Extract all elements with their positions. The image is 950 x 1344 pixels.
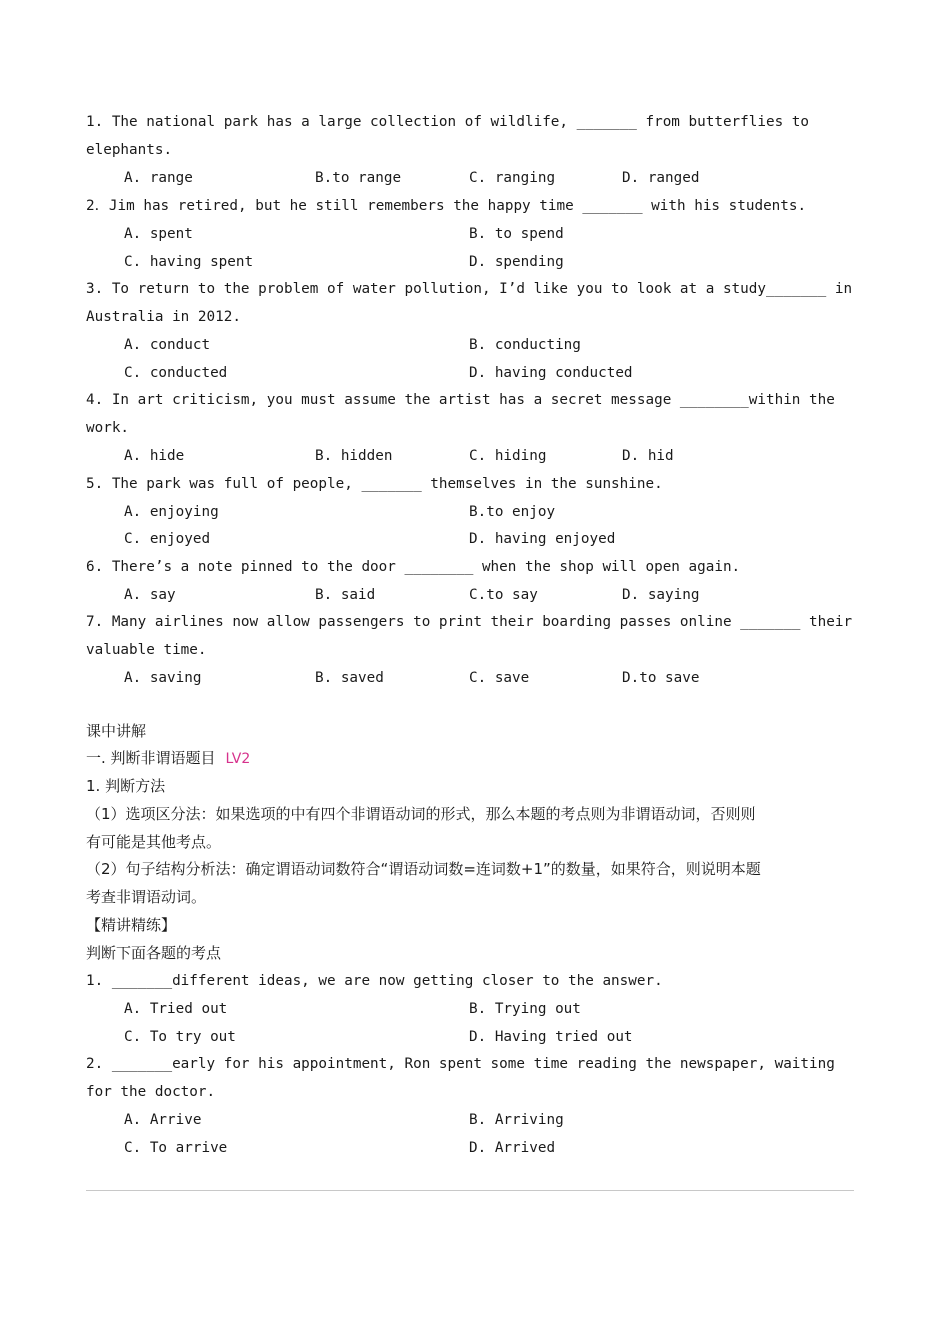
question-2-option-b: B. to spend [469, 226, 564, 242]
question-2-option-d: D. spending [469, 254, 564, 270]
question-4-option-d: D. hid [622, 448, 674, 464]
method-1-line-2: 有可能是其他考点。 [86, 833, 222, 851]
question-4-line-2: work. [86, 420, 130, 436]
footer-divider [86, 1190, 854, 1191]
question-3-option-c: C. conducted [124, 365, 228, 381]
level-tag: LV2 [225, 751, 251, 767]
practice-1-option-c: C. To try out [124, 1029, 236, 1045]
practice-2-option-a: A. Arrive [124, 1112, 202, 1128]
question-7-line-1: 7. Many airlines now allow passengers to print their boarding passes online _______ their [86, 614, 853, 630]
practice-2-option-c: C. To arrive [124, 1140, 228, 1156]
question-6-option-d: D. saying [622, 587, 700, 603]
question-5-option-b: B.to enjoy [469, 504, 556, 520]
question-5-option-a: A. enjoying [124, 504, 219, 520]
question-3-line-1: 3. To return to the problem of water pollution, I’d like you to look at a study_______ in [86, 281, 853, 297]
question-3-option-b: B. conducting [469, 337, 581, 353]
lecture-heading: 课中讲解 [86, 722, 147, 740]
question-7-option-d: D.to save [622, 670, 700, 686]
question-5-option-d: D. having enjoyed [469, 531, 616, 547]
method-title: 1. 判断方法 [86, 777, 166, 795]
question-1-option-c: C. ranging [469, 170, 556, 186]
question-7-option-c: C. save [469, 670, 530, 686]
practice-1-option-b: B. Trying out [469, 1001, 581, 1017]
method-2-line-2: 考查非谓语动词。 [86, 888, 207, 906]
practice-1-option-a: A. Tried out [124, 1001, 228, 1017]
question-3-option-d: D. having conducted [469, 365, 633, 381]
practice-1-line-1: 1. _______different ideas, we are now getting closer to the answer. [86, 973, 663, 989]
question-4-option-c: C. hiding [469, 448, 547, 464]
question-1-line-1: 1. The national park has a large collection of wildlife, _______ from butterflies to [86, 114, 810, 130]
question-2-option-a: A. spent [124, 226, 193, 242]
question-3-line-2: Australia in 2012. [86, 309, 241, 325]
method-2-line-1: （2）句子结构分析法：确定谓语动词数符合“谓语动词数=连词数+1”的数量，如果符合，则说明本题 [86, 860, 761, 878]
question-6-line-1: 6. There’s a note pinned to the door ________ when the shop will open again. [86, 559, 741, 575]
question-1-option-a: A. range [124, 170, 193, 186]
question-6-option-b: B. said [315, 587, 376, 603]
question-5-line-1: 5. The park was full of people, _______ themselves in the sunshine. [86, 476, 663, 492]
practice-2-line-2: for the doctor. [86, 1084, 216, 1100]
section-title [86, 744, 250, 772]
section-title-text: 一. 判断非谓语题目 [86, 749, 216, 767]
question-1-line-2: elephants. [86, 142, 173, 158]
question-4-option-b: B. hidden [315, 448, 393, 464]
question-7-option-b: B. saved [315, 670, 384, 686]
practice-1-option-d: D. Having tried out [469, 1029, 633, 1045]
practice-title: 【精讲精练】 [86, 916, 177, 934]
practice-instruction: 判断下面各题的考点 [86, 944, 222, 962]
practice-2-option-d: D. Arrived [469, 1140, 556, 1156]
question-7-option-a: A. saving [124, 670, 202, 686]
question-1-option-d: D. ranged [622, 170, 700, 186]
question-4-line-1: 4. In art criticism, you must assume the artist has a secret message ________within the [86, 392, 835, 408]
question-2-line-1: 2．Jim has retired, but he still remembers the happy time _______ with his students. [86, 198, 807, 214]
question-5-option-c: C. enjoyed [124, 531, 211, 547]
question-6-option-a: A. say [124, 587, 176, 603]
question-1-option-b: B.to range [315, 170, 402, 186]
question-4-option-a: A. hide [124, 448, 185, 464]
practice-2-line-1: 2. _______early for his appointment, Ron spent some time reading the newspaper, waiting [86, 1056, 835, 1072]
question-2-option-c: C. having spent [124, 254, 254, 270]
question-3-option-a: A. conduct [124, 337, 211, 353]
question-7-line-2: valuable time. [86, 642, 207, 658]
practice-2-option-b: B. Arriving [469, 1112, 564, 1128]
method-1-line-1: （1）选项区分法：如果选项的中有四个非谓语动词的形式，那么本题的考点则为非谓语动词，否则则 [86, 805, 756, 823]
question-6-option-c: C.to say [469, 587, 538, 603]
